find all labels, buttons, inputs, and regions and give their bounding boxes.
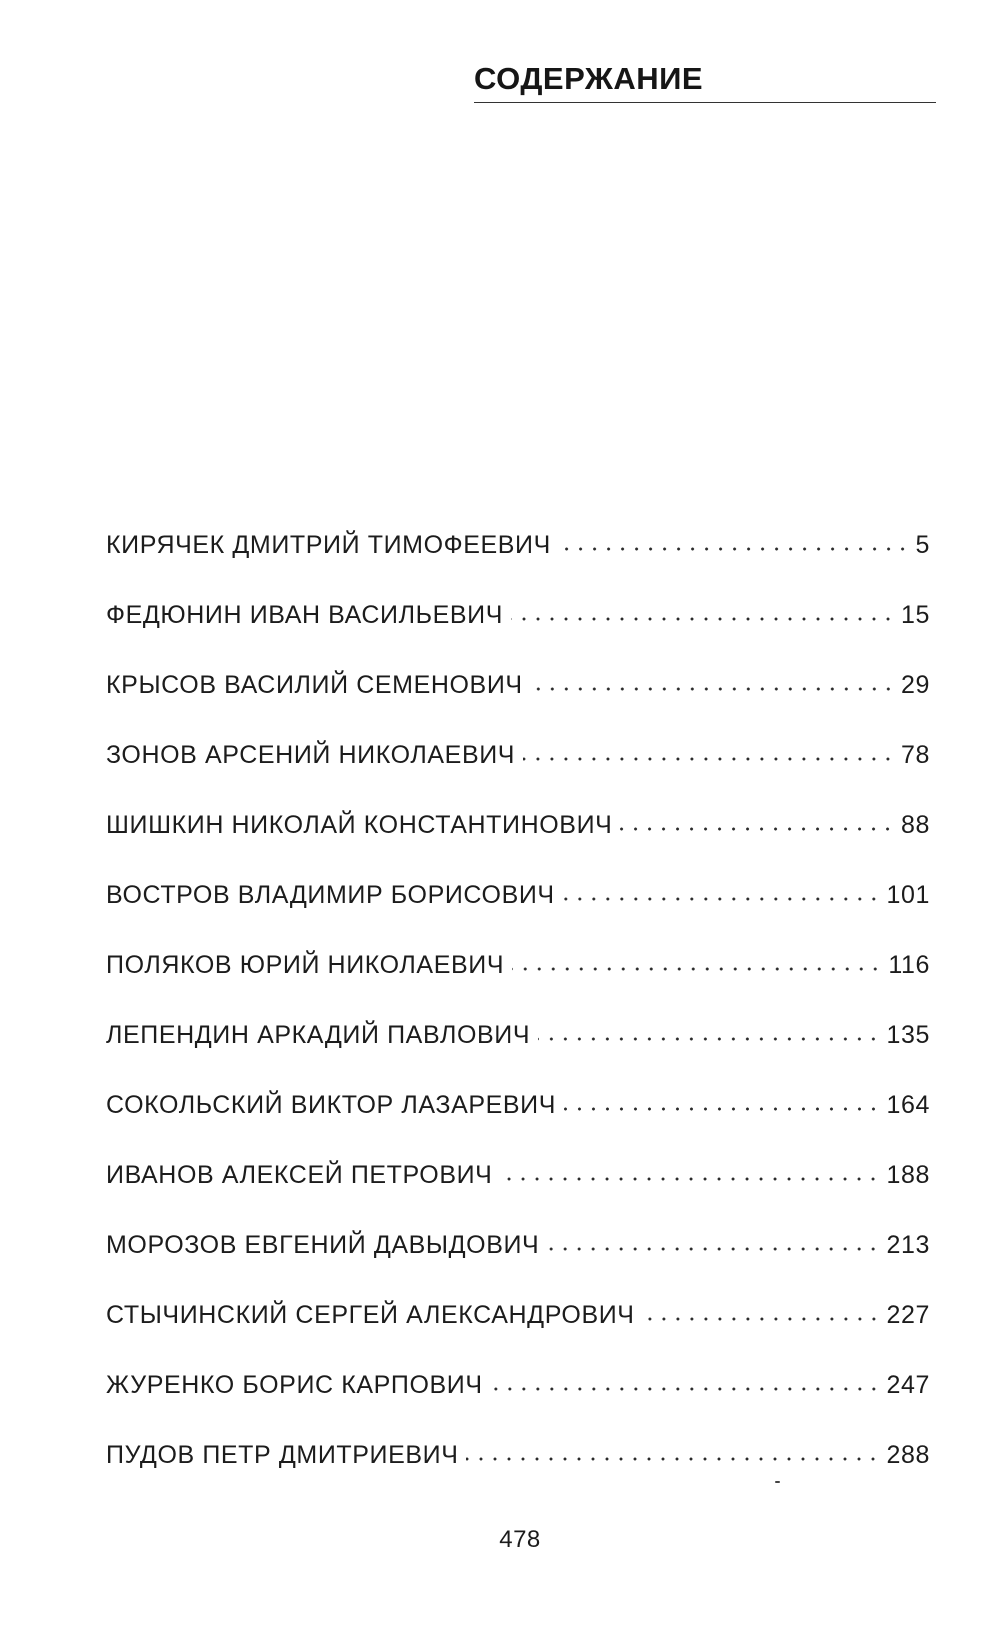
toc-entry-name: СОКОЛЬСКИЙ ВИКТОР ЛАЗАРЕВИЧ — [106, 1091, 557, 1119]
toc-dot-leader — [538, 1036, 880, 1042]
toc-entry-name: ЖУРЕНКО БОРИС КАРПОВИЧ — [106, 1371, 483, 1399]
toc-entry-page: 288 — [886, 1441, 930, 1469]
toc-entry-page: 29 — [900, 671, 930, 699]
toc-entry-page: 213 — [886, 1231, 930, 1259]
toc-dot-leader — [563, 896, 881, 902]
title-underline — [474, 102, 936, 103]
toc-dot-leader — [620, 826, 895, 832]
toc-entry[interactable] — [106, 740, 930, 810]
toc-entry[interactable] — [106, 600, 930, 670]
toc-entry-name: ЗОНОВ АРСЕНИЙ НИКОЛАЕВИЧ — [106, 741, 516, 769]
toc-dot-leader — [564, 1106, 880, 1112]
toc-dot-leader — [500, 1176, 880, 1182]
toc-dot-leader — [559, 546, 910, 552]
title-block — [474, 60, 936, 103]
toc-entry[interactable] — [106, 670, 930, 740]
toc-entry-page: 227 — [886, 1301, 930, 1329]
toc-entry-name: ЛЕПЕНДИН АРКАДИЙ ПАВЛОВИЧ — [106, 1021, 531, 1049]
toc-entry-name: ИВАНОВ АЛЕКСЕЙ ПЕТРОВИЧ — [106, 1161, 493, 1189]
toc-entry[interactable] — [106, 1230, 930, 1300]
toc-entry-name: СТЫЧИНСКИЙ СЕРГЕЙ АЛЕКСАНДРОВИЧ — [106, 1301, 635, 1329]
toc-entry[interactable] — [106, 950, 930, 1020]
toc-entry-name: КРЫСОВ ВАСИЛИЙ СЕМЕНОВИЧ — [106, 671, 523, 699]
toc-entry-page: 188 — [886, 1161, 930, 1189]
toc-entry[interactable] — [106, 880, 930, 950]
toc-entry[interactable] — [106, 1440, 930, 1510]
toc-dot-leader — [512, 966, 882, 972]
toc-entry[interactable] — [106, 810, 930, 880]
toc-entry-name: ПОЛЯКОВ ЮРИЙ НИКОЛАЕВИЧ — [106, 951, 505, 979]
toc-dot-leader — [643, 1316, 881, 1322]
toc-dot-leader — [491, 1386, 881, 1392]
toc-entry-page: 78 — [900, 741, 930, 769]
page-title: СОДЕРЖАНИЕ — [474, 61, 704, 96]
toc-entry[interactable] — [106, 1370, 930, 1440]
toc-entry-name: МОРОЗОВ ЕВГЕНИЙ ДАВЫДОВИЧ — [106, 1231, 540, 1259]
toc-entry-name: ВОСТРОВ ВЛАДИМИР БОРИСОВИЧ — [106, 881, 555, 909]
toc-dot-leader — [547, 1246, 880, 1252]
toc-entry[interactable] — [106, 1090, 930, 1160]
toc-entry-page: 88 — [900, 811, 930, 839]
toc-entry[interactable] — [106, 530, 930, 600]
toc-entry[interactable] — [106, 1300, 930, 1370]
toc-entry-page: 116 — [888, 951, 930, 979]
toc-entry-name: ПУДОВ ПЕТР ДМИТРИЕВИЧ — [106, 1441, 459, 1469]
toc-dot-leader — [523, 756, 895, 762]
toc-entry[interactable] — [106, 1020, 930, 1090]
table-of-contents — [106, 530, 930, 1510]
toc-entry-page: 101 — [886, 881, 930, 909]
toc-dot-leader — [511, 616, 895, 622]
toc-dot-leader — [531, 686, 895, 692]
print-speck — [775, 1481, 780, 1483]
toc-entry-page: 135 — [886, 1021, 930, 1049]
toc-entry-page: 5 — [915, 531, 930, 559]
page-number: 478 — [499, 1526, 541, 1553]
toc-entry-page: 164 — [886, 1091, 930, 1119]
toc-entry-page: 15 — [900, 601, 930, 629]
toc-entry[interactable] — [106, 1160, 930, 1230]
toc-entry-name: КИРЯЧЕК ДМИТРИЙ ТИМОФЕЕВИЧ — [106, 531, 551, 559]
toc-entry-name: ФЕДЮНИН ИВАН ВАСИЛЬЕВИЧ — [106, 601, 503, 629]
toc-entry-name: ШИШКИН НИКОЛАЙ КОНСТАНТИНОВИЧ — [106, 811, 613, 839]
toc-dot-leader — [466, 1456, 880, 1462]
toc-entry-page: 247 — [886, 1371, 930, 1399]
